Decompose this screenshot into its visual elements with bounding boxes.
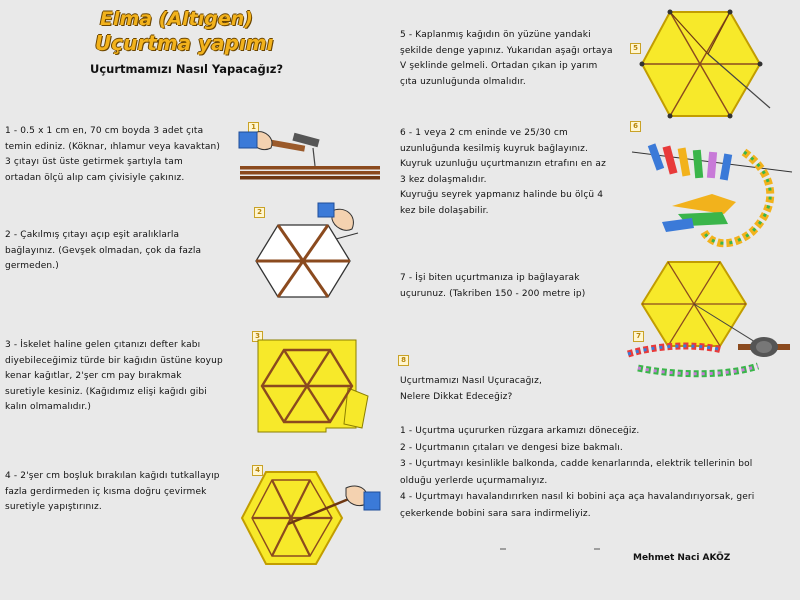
step-4-line: fazla gerdirmeden iç kısma doğru çevirmek — [5, 486, 207, 497]
step-5-line: şekilde denge yapınız. Yukarıdan aşağı ortaya — [400, 45, 613, 56]
step-5-line: 5 - Kaplanmış kağıdın ön yüzüne yandaki — [400, 30, 591, 40]
step-6-line: uzunluğunda kesilmiş kuyruk bağlayınız. — [400, 143, 589, 154]
step-4-line: 4 - 2'şer cm boşluk bırakılan kağıdı tutkallayıp — [5, 471, 220, 481]
step-3-line: 3 - İskelet haline gelen çıtanızı defter kabı — [5, 340, 201, 350]
flying-heading-line: Uçurtmamızı Nasıl Uçuracağız, — [400, 376, 542, 386]
step-6-line: Kuyruk uzunluğu uçurtmanızın etrafını en az — [400, 159, 606, 169]
figure-badge: 8 — [398, 355, 409, 366]
string-spool-icon — [738, 337, 790, 357]
step-3-line: suretiyle kesiniz. (Kağıdımız elişi kağıdı gibi — [5, 386, 207, 397]
hexagon-frame-icon — [248, 203, 378, 303]
step-6-line: 6 - 1 veya 2 cm eninde ve 25/30 cm — [400, 128, 568, 138]
step-2-line: bağlayınız. (Gevşek olmadan, çok da fazla — [5, 245, 202, 256]
step-7 — [400, 271, 585, 302]
step-6-line: Kuyruğu seyrek yapmanız halinde bu ölçü 4 — [400, 190, 604, 200]
hexagon-frame-icon — [258, 338, 370, 434]
flying-item: çekerkende bobini sara sara indirmeliyiz. — [400, 508, 591, 519]
hammer-icon — [235, 118, 385, 190]
step-7-line: uçurunuz. (Takriben 150 - 200 metre ip) — [400, 288, 586, 299]
step-1-line: temin ediniz. (Köknar, ıhlamur veya kavaktan) — [5, 141, 221, 152]
flying-item: olduğu yerlerde uçurmamalıyız. — [400, 475, 548, 486]
tail-ribbon-icon — [632, 122, 797, 254]
step-7-line: 7 - İşi biten uçurtmanıza ip bağlayarak — [400, 273, 580, 283]
step-2-line: 2 - Çakılmış çıtayı açıp eşit aralıklarla — [5, 230, 180, 240]
figure-badge: 1 — [248, 122, 259, 133]
step-4 — [5, 469, 220, 516]
kite-icon — [238, 466, 388, 572]
step-3-line: kalın olmamalıdır.) — [5, 402, 92, 412]
step-3-line: diyebileceğimiz türde bir kağıdın üstüne koyup — [5, 355, 223, 366]
step-3-line: kenar kağıtlar, 2'şer cm pay bırakmak — [5, 371, 182, 381]
flying-item: 4 - Uçurtmayı havalandırırken nasıl ki bobini aça aça havalandırıyorsak, geri — [400, 492, 755, 502]
flying-item: 2 - Uçurtmanın çıtaları ve dengesi bize bakmalı. — [400, 442, 623, 453]
step-6-line: 3 kez dolaşmalıdır. — [400, 174, 487, 185]
step-2-line: germeden.) — [5, 261, 59, 271]
figure-badge: 2 — [254, 207, 265, 218]
figure-badge: 6 — [630, 121, 641, 132]
step-1-line: 3 çıtayı üst üste getirmek şartıyla tam — [5, 157, 183, 167]
flying-list — [400, 423, 754, 522]
flying-heading — [400, 374, 542, 405]
step-3 — [5, 338, 223, 416]
step-5 — [400, 28, 613, 90]
kite-icon — [640, 8, 780, 123]
step-4-line: suretiyle yapıştırınız. — [5, 502, 102, 512]
step-6 — [400, 126, 606, 219]
figure-badge: 7 — [633, 331, 644, 342]
step-2 — [5, 228, 201, 275]
author-signature: Mehmet Naci AKÖZ — [633, 553, 731, 563]
flying-item: 1 - Uçurtma uçururken rüzgara arkamızı döneceğiz. — [400, 426, 640, 436]
page-subtitle: Uçurtmamızı Nasıl Yapacağız? — [90, 62, 284, 76]
flying-item: 3 - Uçurtmayı kesinlikle balkonda, cadde kenarlarında, elektrik tellerinin bol — [400, 459, 753, 469]
divider — [500, 548, 600, 549]
figure-badge: 3 — [252, 331, 263, 342]
figure-badge: 5 — [630, 43, 641, 54]
figure-badge: 4 — [252, 465, 263, 476]
step-1 — [5, 124, 220, 186]
title-line-2: Uçurtma yapımı — [95, 31, 274, 55]
step-5-line: çıta uzunluğunda olmalıdır. — [400, 76, 526, 87]
kite-icon — [618, 258, 800, 392]
step-6-line: kez bile dolaşabilir. — [400, 205, 489, 216]
flying-heading-line: Nelere Dikkat Edeceğiz? — [400, 391, 513, 402]
step-1-line: 1 - 0.5 x 1 cm en, 70 cm boyda 3 adet çıta — [5, 126, 204, 136]
title-line-1: Elma (Altıgen) — [100, 8, 253, 30]
step-1-line: ortadan ölçü alıp cam çivisiyle çakınız. — [5, 172, 185, 183]
step-5-line: V şeklinde gelmeli. Ortadan çıkan ip yarım — [400, 61, 598, 71]
